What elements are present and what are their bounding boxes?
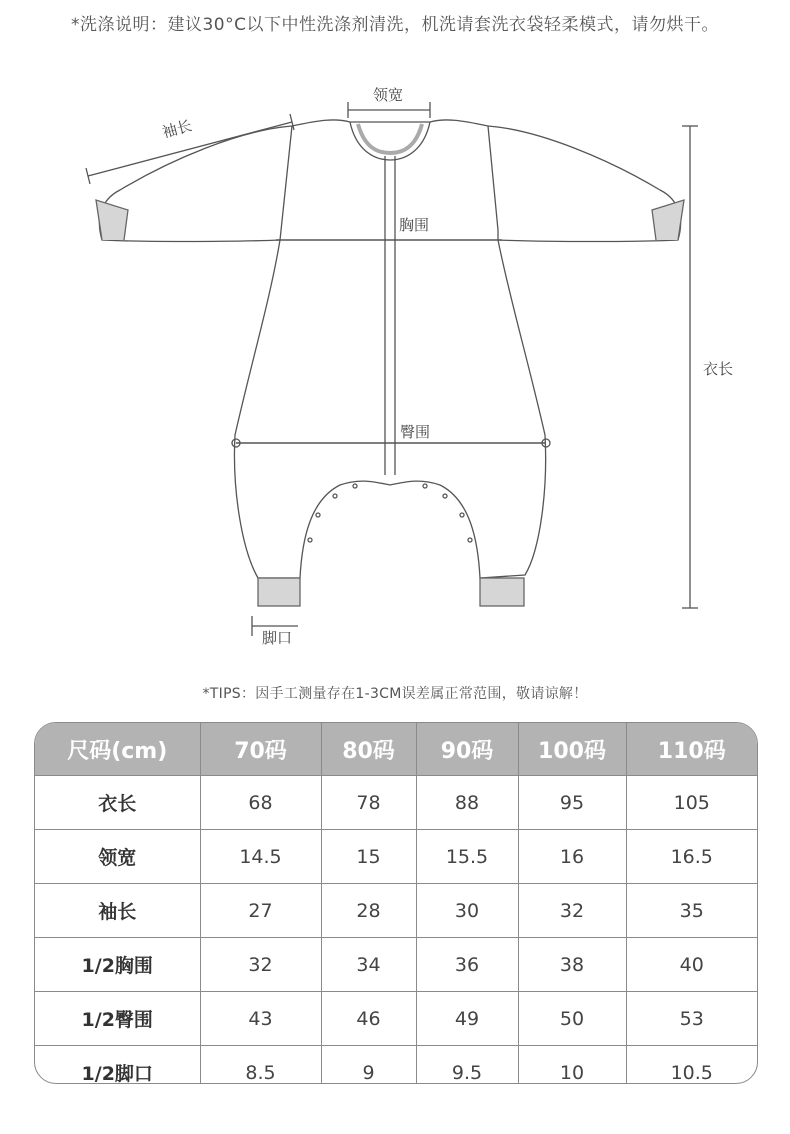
sleeve-length-label: 袖长 (160, 116, 194, 142)
hip-label: 臀围 (400, 423, 431, 441)
header-cell: 尺码(cm) (35, 723, 200, 776)
table-cell: 32 (200, 938, 321, 992)
leg-cuff-label: 脚口 (262, 629, 293, 647)
chest-label: 胸围 (399, 216, 430, 234)
table-cell: 10.5 (626, 1046, 757, 1085)
table-cell: 68 (200, 776, 321, 830)
header-cell: 90码 (416, 723, 518, 776)
row-label: 袖长 (35, 884, 200, 938)
row-label: 衣长 (35, 776, 200, 830)
row-label: 1/2脚口 (35, 1046, 200, 1085)
table-cell: 15.5 (416, 830, 518, 884)
table-row (35, 992, 757, 1046)
row-label: 1/2臀围 (35, 992, 200, 1046)
table-row (35, 1046, 757, 1085)
header-cell: 80码 (321, 723, 416, 776)
neck-width-label: 领宽 (373, 86, 404, 104)
table-cell: 88 (416, 776, 518, 830)
row-label: 领宽 (35, 830, 200, 884)
header-cell: 110码 (626, 723, 757, 776)
table-cell: 16 (518, 830, 626, 884)
table-cell: 14.5 (200, 830, 321, 884)
table-row (35, 776, 757, 830)
table-row (35, 830, 757, 884)
measurement-tips: *TIPS：因手工测量存在1-3CM误差属正常范围，敬请谅解！ (202, 686, 588, 702)
table-cell: 78 (321, 776, 416, 830)
header-cell: 70码 (200, 723, 321, 776)
table-cell: 105 (626, 776, 757, 830)
table-cell: 34 (321, 938, 416, 992)
table-cell: 16.5 (626, 830, 757, 884)
table-cell: 50 (518, 992, 626, 1046)
table-cell: 53 (626, 992, 757, 1046)
table-cell: 9.5 (416, 1046, 518, 1085)
table-cell: 27 (200, 884, 321, 938)
table-cell: 95 (518, 776, 626, 830)
garment-diagram (0, 60, 790, 660)
row-label: 1/2胸围 (35, 938, 200, 992)
header-cell: 100码 (518, 723, 626, 776)
table-cell: 9 (321, 1046, 416, 1085)
size-chart (34, 722, 758, 1084)
table-cell: 36 (416, 938, 518, 992)
table-row (35, 884, 757, 938)
table-cell: 43 (200, 992, 321, 1046)
table-cell: 35 (626, 884, 757, 938)
table-cell: 10 (518, 1046, 626, 1085)
table-cell: 40 (626, 938, 757, 992)
size-table (35, 723, 757, 1084)
table-cell: 15 (321, 830, 416, 884)
table-cell: 8.5 (200, 1046, 321, 1085)
care-instructions: *洗涤说明：建议30°C以下中性洗涤剂清洗，机洗请套洗衣袋轻柔模式，请勿烘干。 (70, 15, 719, 35)
table-cell: 32 (518, 884, 626, 938)
table-cell: 38 (518, 938, 626, 992)
table-cell: 30 (416, 884, 518, 938)
table-cell: 28 (321, 884, 416, 938)
romper-illustration (0, 60, 790, 660)
garment-length-label: 衣长 (703, 360, 734, 378)
header-row (35, 723, 757, 776)
table-cell: 49 (416, 992, 518, 1046)
table-cell: 46 (321, 992, 416, 1046)
table-row (35, 938, 757, 992)
